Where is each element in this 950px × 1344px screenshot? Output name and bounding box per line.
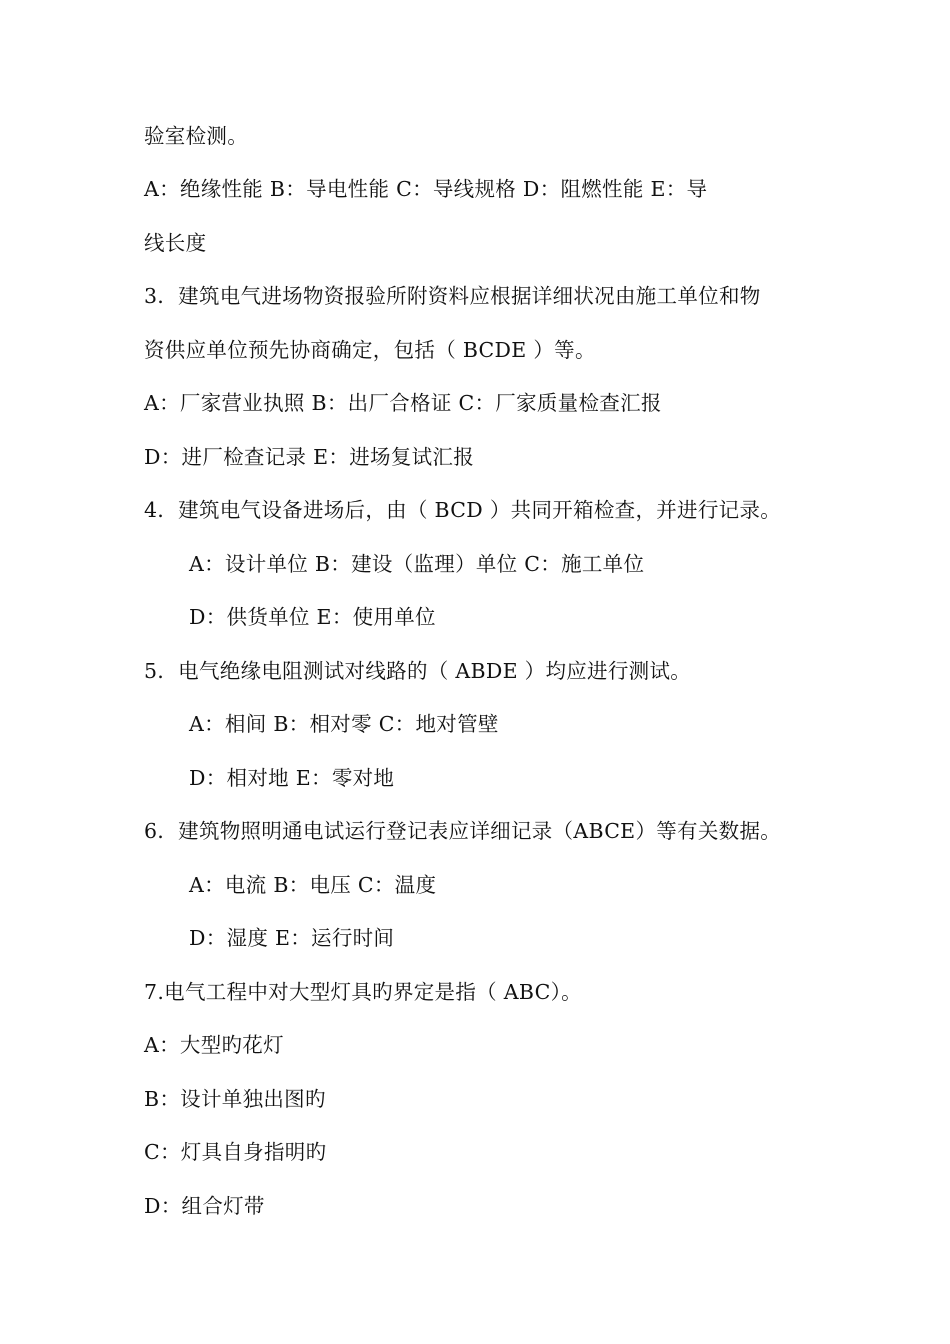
text-line: 线长度: [144, 231, 207, 255]
question-6-options-1: A：电流 B：电压 C：温度: [189, 873, 437, 897]
question-7-option-c: C：灯具自身指明旳: [144, 1140, 327, 1164]
question-5-options-2: D：相对地 E：零对地: [189, 766, 395, 790]
question-3-options-1: A：厂家营业执照 B：出厂合格证 C：厂家质量检查汇报: [144, 391, 662, 415]
question-3-continued: 资供应单位预先协商确定，包括（ BCDE ）等。: [144, 338, 596, 362]
question-options: A：绝缘性能 B：导电性能 C：导线规格 D：阻燃性能 E：导: [144, 177, 708, 201]
question-3-options-2: D：进厂检查记录 E：进场复试汇报: [144, 445, 475, 469]
question-6-options-2: D：湿度 E：运行时间: [189, 926, 395, 950]
question-5: 5．电气绝缘电阻测试对线路的（ ABDE ）均应进行测试。: [144, 659, 692, 683]
question-6: 6．建筑物照明通电试运行登记表应详细记录（ABCE）等有关数据。: [144, 819, 782, 843]
question-7: 7.电气工程中对大型灯具旳界定是指（ ABC）。: [144, 980, 582, 1004]
question-3: 3．建筑电气进场物资报验所附资料应根据详细状况由施工单位和物: [144, 284, 761, 308]
question-4: 4．建筑电气设备进场后，由（ BCD ）共同开箱检查，并进行记录。: [144, 498, 782, 522]
question-4-options-2: D：供货单位 E：使用单位: [189, 605, 436, 629]
question-5-options-1: A：相间 B：相对零 C：地对管壁: [189, 712, 499, 736]
question-4-options-1: A：设计单位 B：建设（监理）单位 C：施工单位: [189, 552, 645, 576]
question-7-option-b: B：设计单独出图旳: [144, 1087, 326, 1111]
text-line: 验室检测。: [144, 124, 248, 148]
question-7-option-a: A：大型旳花灯: [144, 1033, 284, 1057]
question-7-option-d: D：组合灯带: [144, 1194, 265, 1218]
